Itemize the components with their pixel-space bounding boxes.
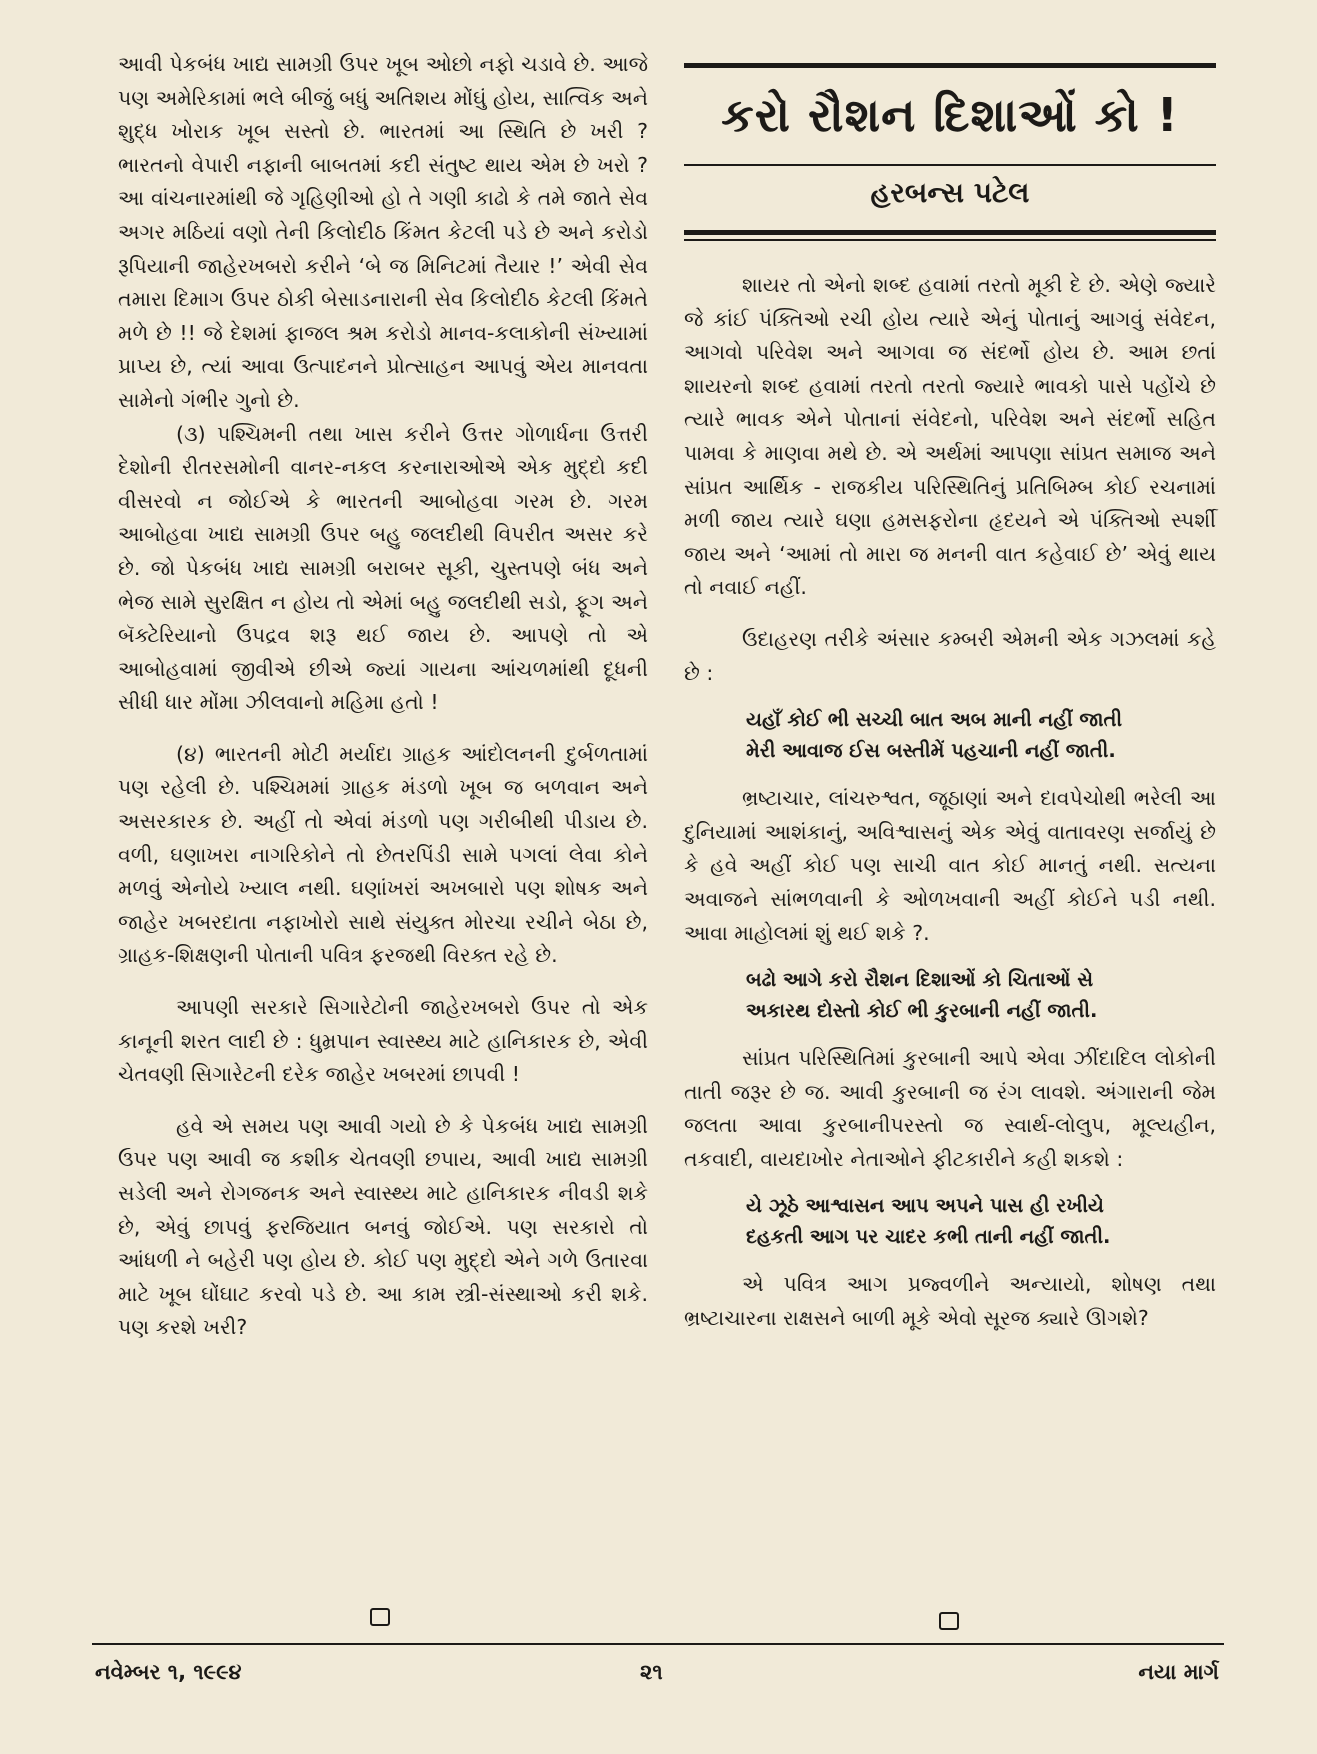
article-paragraph-4: સાંપ્રત પરિસ્થિતિમાં કુરબાની આપે એવા ઝીંદાદિલ લોકોની તાતી જરૂર છે જ. આવી કુરબાની જ રંગ લાવશે. અંગારાની જેમ જલતા આવા કુરબાનીપરસ્તો જ સ્વાર્થ-લોલુપ, મૂલ્યહીન, તકવાદી, વાયદાખોર નેતાઓને ફીટકારીને કહી શકશે : [684,1046,1216,1171]
title-bottom-rule [684,164,1216,166]
left-paragraph-2: (૩) પશ્ચિમની તથા ખાસ કરીને ઉત્તર ગોળાર્ધના ઉત્તરી દેશોની રીતરસમોની વાનર-નકલ કરનારાઓએ એક મુદ્દો કદી વીસરવો ન જોઈએ કે ભારતની આબોહવા ગરમ છે. ગરમ આબોહવા ખાદ્ય સામગ્રી ઉપર બહુ જલદીથી વિપરીત અસર કરે છે. જો પેકબંધ ખાદ્ય સામગ્રી બરાબર સૂકી, ચુસ્તપણે બંધ અને ભેજ સામે સુરક્ષિત ન હોય તો એમાં બહુ જલદીથી સડો, ફૂગ અને બૅક્ટેરિયાનો ઉપદ્રવ શરૂ થઈ જાય છે. આપણે તો એ આબોહવામાં જીવીએ છીએ જ્યાં ગાયના આંચળમાંથી દૂધની સીધી ધાર મોંમા ઝીલવાનો મહિમા હતો ! [118,421,648,715]
footer-page-number: ૨૧ [640,1660,663,1684]
left-paragraph-4: આપણી સરકારે સિગારેટોની જાહેરખબરો ઉપર તો એક કાનૂની શરત લાદી છે : ધુમ્રપાન સ્વાસ્થ્ય માટે હાનિકારક છે, એવી ચેતવણી સિગારેટની દરેક જાહેર ખબરમાં છાપવી ! [118,995,648,1087]
left-paragraph-1: આવી પેકબંધ ખાદ્ય સામગ્રી ઉપર ખૂબ ઓછો નફો ચડાવે છે. આજે પણ અમેરિકામાં ભલે બીજું બધું અતિશય મોંઘું હોય, સાત્વિક અને શુદ્ધ ખોરાક ખૂબ સસ્તો છે. ભારતમાં આ સ્થિતિ છે ખરી ? ભારતનો વેપારી નફાની બાબતમાં કદી સંતુષ્ટ થાય એમ છે ખરો ? આ વાંચનારમાંથી જે ગૃહિણીઓ હો તે ગણી કાઢો કે તમે જાતે સેવ અગર મઠિયાં વણો તેની કિલોદીઠ કિંમત કેટલી પડે છે અને કરોડો રૂપિયાની જાહેરખબરો કરીને ‘બે જ મિનિટમાં તૈયાર !’ એવી સેવ તમારા દિમાગ ઉપર ઠોકી બેસાડનારાની સેવ કિલોદીઠ કેટલી કિંમતે મળે છે !! જે દેશમાં ફાજલ શ્રમ કરોડો માનવ-કલાકોની સંખ્યામાં પ્રાપ્ય છે, ત્યાં આવા ઉત્પાદનને પ્રોત્સાહન આપવું એય માનવતા સામેનો ગંભીર ગુનો છે. [118,52,648,412]
couplet-line: બઢો આગે કરો રૌશન દિશાઓં કો ચિતાઓં સે [746,968,1094,992]
author-rule-pair [684,230,1216,241]
footer-date: નવેમ્બર ૧, ૧૯૯૪ [95,1660,242,1684]
end-mark-icon [370,1608,390,1626]
couplet-2 [684,964,1216,1026]
article-paragraph-5: એ પવિત્ર આગ પ્રજ્વળીને અન્યાયો, શોષણ તથા ભ્રષ્ટાચારના રાક્ષસને બાળી મૂકે એવો સૂરજ ક્યારે ઊગશે? [684,1272,1216,1331]
couplet-line: યહાઁ કોઈ ભી સચ્ચી બાત અબ માની નહીં જાતી [746,708,1123,732]
article-paragraph-1: શાયર તો એનો શબ્દ હવામાં તરતો મૂકી દે છે. એણે જ્યારે જે કાંઈ પંક્તિઓ રચી હોય ત્યારે એનું પોતાનું આગવું સંવેદન, આગવો પરિવેશ અને આગવા જ સંદર્ભો હોય છે. આમ છતાં શાયરનો શબ્દ હવામાં તરતો તરતો જ્યારે ભાવકો પાસે પહોંચે છે ત્યારે ભાવક એને પોતાનાં સંવેદનો, પરિવેશ અને સંદર્ભો સહિત પામવા કે માણવા મથે છે. એ અર્થમાં આપણા સાંપ્રત સમાજ અને સાંપ્રત આર્થિક - રાજકીય પરિસ્થિતિનું પ્રતિબિમ્બ કોઈ રચનામાં મળી જાય ત્યારે ઘણા હમસફરોના હૃદયને એ પંક્તિઓ સ્પર્શી જાય અને ‘આમાં તો મારા જ મનની વાત કહેવાઈ છે’ એવું થાય તો નવાઈ નહીં. [684,273,1216,600]
article-paragraph-2: ઉદાહરણ તરીકે અંસાર કમ્બરી એમની એક ગઝલમાં કહે છે : [684,626,1216,685]
couplet-3 [684,1190,1216,1252]
article-author: હરબન્સ પટેલ [870,176,1030,209]
article-title: કરો રૌશન દિશાઓં કો ! [721,88,1179,142]
footer-publication: નયા માર્ગ [1138,1660,1219,1684]
footer-rule [92,1643,1224,1645]
article-paragraph-3: ભ્રષ્ટાચાર, લાંચરુશ્વત, જૂઠાણાં અને દાવપેચોથી ભરેલી આ દુનિયામાં આશંકાનું, અવિશ્વાસનું એક એવું વાતાવરણ સર્જાયું છે કે હવે અહીં કોઈ પણ સાચી વાત કોઈ માનતું નથી. સત્યના અવાજને સાંભળવાની કે ઓળખવાની અહીં કોઈને પડી નથી. આવા માહોલમાં શું થઈ શકે ?. [684,786,1216,945]
right-column [684,48,1216,1336]
left-column [118,48,648,1345]
couplet-line: યે ઝૂઠે આશ્વાસન આપ અપને પાસ હી રખીયે [746,1194,1104,1218]
couplet-1 [684,704,1216,766]
end-mark-icon [939,1612,959,1630]
couplet-line: દહકતી આગ પર ચાદર કભી તાની નહીં જાતી. [746,1225,1111,1249]
left-paragraph-3: (૪) ભારતની મોટી મર્યાદા ગ્રાહક આંદોલનની દુર્બળતામાં પણ રહેલી છે. પશ્ચિમમાં ગ્રાહક મંડળો ખૂબ જ બળવાન અને અસરકારક છે. અહીં તો એવાં મંડળો પણ ગરીબીથી પીડાય છે. વળી, ઘણાખરા નાગરિકોને તો છેતરપિંડી સામે પગલાં લેવા કોને મળવું એનોયે ખ્યાલ નથી. ઘણાંખરાં અખબારો પણ શોષક અને જાહેર ખબરદાતા નફાખોરો સાથે સંયુક્ત મોરચા રચીને બેઠા છે, ગ્રાહક-શિક્ષણની પોતાની પવિત્ર ફરજથી વિરક્ત રહે છે. [118,741,648,968]
left-paragraph-5: હવે એ સમય પણ આવી ગયો છે કે પેકબંધ ખાદ્ય સામગ્રી ઉપર પણ આવી જ કશીક ચેતવણી છપાય, આવી ખાદ્ય સામગ્રી સડેલી અને રોગજનક અને સ્વાસ્થ્ય માટે હાનિકારક નીવડી શકે છે, એવું છાપવું ફરજિયાત બનવું જોઈએ. પણ સરકારો તો આંધળી ને બહેરી પણ હોય છે. કોઈ પણ મુદ્દો એને ગળે ઉતારવા માટે ખૂબ ઘોંઘાટ કરવો પડે છે. આ કામ સ્ત્રી-સંસ્થાઓ કરી શકે. પણ કરશે ખરી? [118,1113,648,1340]
couplet-line: મેરી આવાજ ઈસ બસ્તીમેં પહચાની નહીં જાતી. [746,739,1116,763]
title-top-rule [684,63,1216,68]
couplet-line: અકારથ દોસ્તો કોઈ ભી કુરબાની નહીં જાતી. [746,999,1098,1023]
